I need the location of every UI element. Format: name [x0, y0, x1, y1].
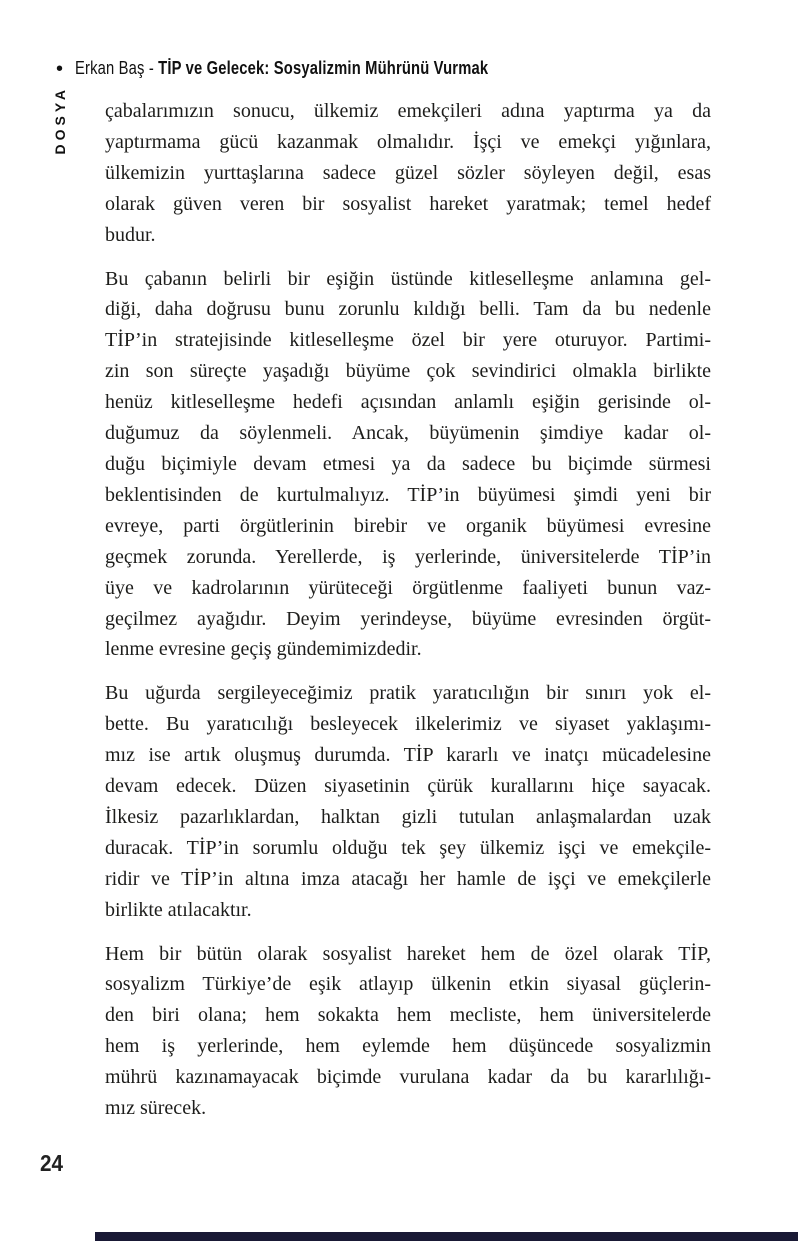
paragraph: [105, 264, 711, 666]
bullet-icon: •: [56, 57, 64, 80]
text-line: bette. Bu yaratıcılığı besleyecek ilkelerimiz ve siyaset yaklaşımı-: [105, 713, 711, 736]
text-line: üye ve kadrolarının yürüteceği örgütlenme faaliyeti bunun vaz-: [105, 576, 711, 599]
text-line: zin son süreçte yaşadığı büyüme çok sevindirici olmakla birlikte: [105, 360, 711, 383]
paragraph: [105, 96, 711, 251]
text-line: yaptırmama gücü kazanmak olmalıdır. İşçi ve emekçi yığınlara,: [105, 130, 711, 153]
text-line: duracak. TİP’in sorumlu olduğu tek şey ülkemiz işçi ve emekçile-: [105, 836, 711, 859]
paragraph: [105, 939, 711, 1124]
section-label-dosya: DOSYA: [52, 86, 68, 155]
text-line: mührü kazınamayacak biçimde vurulana kadar da bu kararlılığı-: [105, 1066, 711, 1089]
text-line: ridir ve TİP’in altına imza atacağı her hamle de işçi ve emekçilerle: [105, 867, 711, 890]
text-line: Hem bir bütün olarak sosyalist hareket hem de özel olarak TİP,: [105, 942, 711, 965]
text-line: devam edecek. Düzen siyasetinin çürük kurallarını hiçe sayacak.: [105, 775, 711, 798]
text-line: hem iş yerlerinde, hem eylemde hem düşüncede sosyalizmin: [105, 1035, 711, 1058]
text-line: duğu biçimiyle devam etmesi ya da sadece bu biçimde sürmesi: [105, 452, 711, 475]
text-line: TİP’in stratejisinde kitleselleşme özel bir yere oturuyor. Partimi-: [105, 329, 711, 352]
text-line: mız sürecek.: [105, 1097, 207, 1120]
text-line: beklentisinden de kurtulmalıyız. TİP’in büyümesi şimdi yeni bir: [105, 483, 711, 506]
text-line: evreye, parti örgütlerinin birebir ve organik büyümesi evresine: [105, 514, 711, 537]
text-line: lenme evresine geçiş gündemimizdedir.: [105, 638, 422, 661]
text-line: olarak güven veren bir sosyalist hareket yaratmak; temel hedef: [105, 192, 711, 215]
text-line: çabalarımızın sonucu, ülkemiz emekçileri adına yaptırma ya da: [105, 100, 711, 122]
text-line: Bu çabanın belirli bir eşiğin üstünde kitleselleşme anlamına gel-: [105, 267, 711, 290]
text-line: budur.: [105, 223, 156, 246]
chapter-author: Erkan Baş -: [75, 58, 159, 78]
text-line: henüz kitleselleşme hedefi açısından anlamlı eşiğin gerisinde ol-: [105, 391, 711, 414]
text-line: sosyalizm Türkiye’de eşik atlayıp ülkenin etkin siyasal güçlerin-: [105, 973, 711, 996]
text-line: mız ise artık oluşmuş durumda. TİP kararlı ve inatçı mücadelesine: [105, 744, 711, 767]
page-number: 24: [40, 1150, 64, 1176]
text-line: İlkesiz pazarlıklardan, halktan gizli tutulan anlaşmalardan uzak: [105, 805, 711, 828]
text-line: geçilmez ayağıdır. Deyim yerindeyse, büyüme evresinden örgüt-: [105, 607, 711, 630]
paragraph: [105, 678, 711, 925]
footer-bar: [95, 1232, 798, 1241]
text-line: duğumuz da söylenmeli. Ancak, büyümenin şimdiye kadar ol-: [105, 422, 711, 445]
text-line: geçmek zorunda. Yerellerde, iş yerlerinde, üniversitelerde TİP’in: [105, 545, 711, 568]
article-body: [105, 96, 711, 1137]
chapter-header-text: [75, 58, 488, 79]
text-line: diği, daha doğrusu bunu zorunlu kıldığı belli. Tam da bu nedenle: [105, 298, 711, 321]
text-line: ülkemizin yurttaşlarına sadece güzel sözler söyleyen değil, esas: [105, 161, 711, 184]
text-line: Bu uğurda sergileyeceğimiz pratik yaratıcılığın bir sınırı yok el-: [105, 682, 711, 705]
text-line: birlikte atılacaktır.: [105, 898, 252, 921]
chapter-header: [56, 58, 579, 79]
chapter-title: TİP ve Gelecek: Sosyalizmin Mührünü Vurmak: [158, 58, 489, 78]
text-line: den biri olana; hem sokakta hem mecliste, hem üniversitelerde: [105, 1004, 711, 1027]
